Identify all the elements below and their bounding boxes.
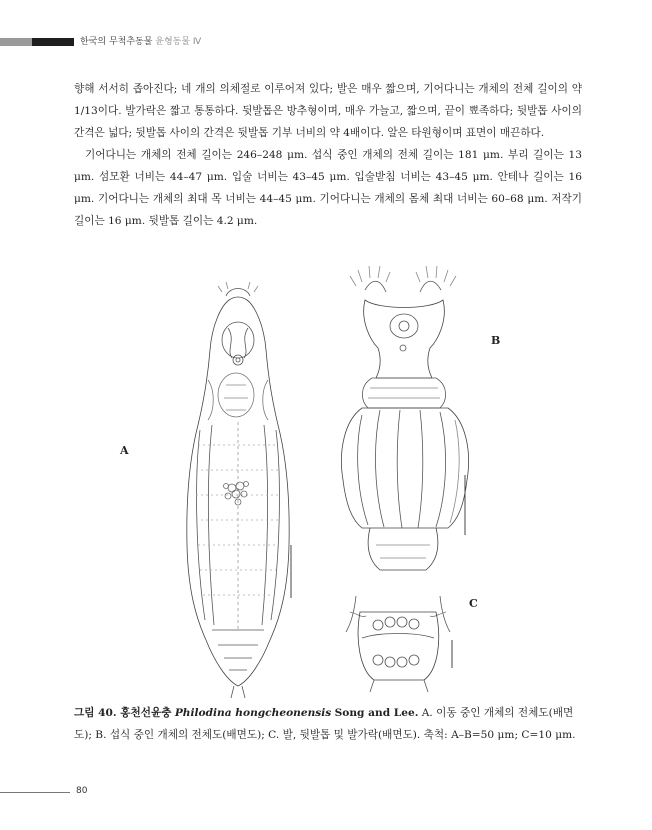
page-number: 80 — [76, 786, 88, 796]
panel-label-b: B — [491, 334, 501, 347]
running-header — [80, 34, 201, 47]
body-paragraph-1: 향해 서서히 좁아진다; 네 개의 의체절로 이루어져 있다; 발은 매우 짧으며, 기어다니는 개체의 전체 길이의 약 1/13이다. 발가락은 짧고 통통하다. 뒷발톱은 방추형이며, 매우 가늘고, 짧으며, 끝이 뾰족하다; 뒷발톱 사이의 간격은 넓다; 뒷발톱 사이의 간격은 뒷발톱 기부 너비의 약 4배이다. 알은 타원형이며 표면이 매끈하다. — [74, 83, 582, 139]
panel-label-a: A — [120, 444, 129, 457]
figure-a-creeping-individual-drawing — [187, 282, 289, 698]
caption-label: 그림 40. 홍천선윤충 — [74, 707, 172, 719]
figure-c-foot-spurs-toes-drawing — [346, 596, 450, 692]
header-accent-bar-light — [0, 38, 32, 46]
footer-rule — [0, 792, 70, 793]
book-title: 한국의 무척추동물 — [80, 37, 153, 47]
panel-label-c: C — [469, 597, 478, 610]
caption-species-name: Philodina hongcheonensis — [174, 707, 332, 719]
figure-caption — [74, 702, 584, 746]
section-title: 윤형동물 Ⅳ — [155, 37, 202, 47]
body-paragraph-2: 기어다니는 개체의 전체 길이는 246–248 μm. 섭식 중인 개체의 전체 길이는 181 μm. 부리 길이는 13 μm. 섬모환 너비는 44–47 μm. 입술 너비는 43–45 μm. 입술받침 너비는 43–45 μm. 안테나 길이는 16 μm. 기어다니는 개체의 최대 목 너비는 44–45 μm. 기어다니는 개체의 몸체 최대 너비는 60–68 μm. 저작기 길이는 16 μm. 뒷발톱 길이는 4.2 μm. — [74, 149, 582, 227]
caption-authors: Song and Lee. — [334, 707, 419, 719]
caption-text: A. 이동 중인 개체의 전체도(배면도); B. 섭식 중인 개체의 전체도(배면도); C. 발, 뒷발톱 및 발가락(배면도). 축척: A–B=50 μm; C=10 μm. — [74, 707, 576, 741]
header-accent-bar-dark — [32, 38, 74, 46]
figure-b-feeding-individual-drawing — [341, 266, 468, 570]
